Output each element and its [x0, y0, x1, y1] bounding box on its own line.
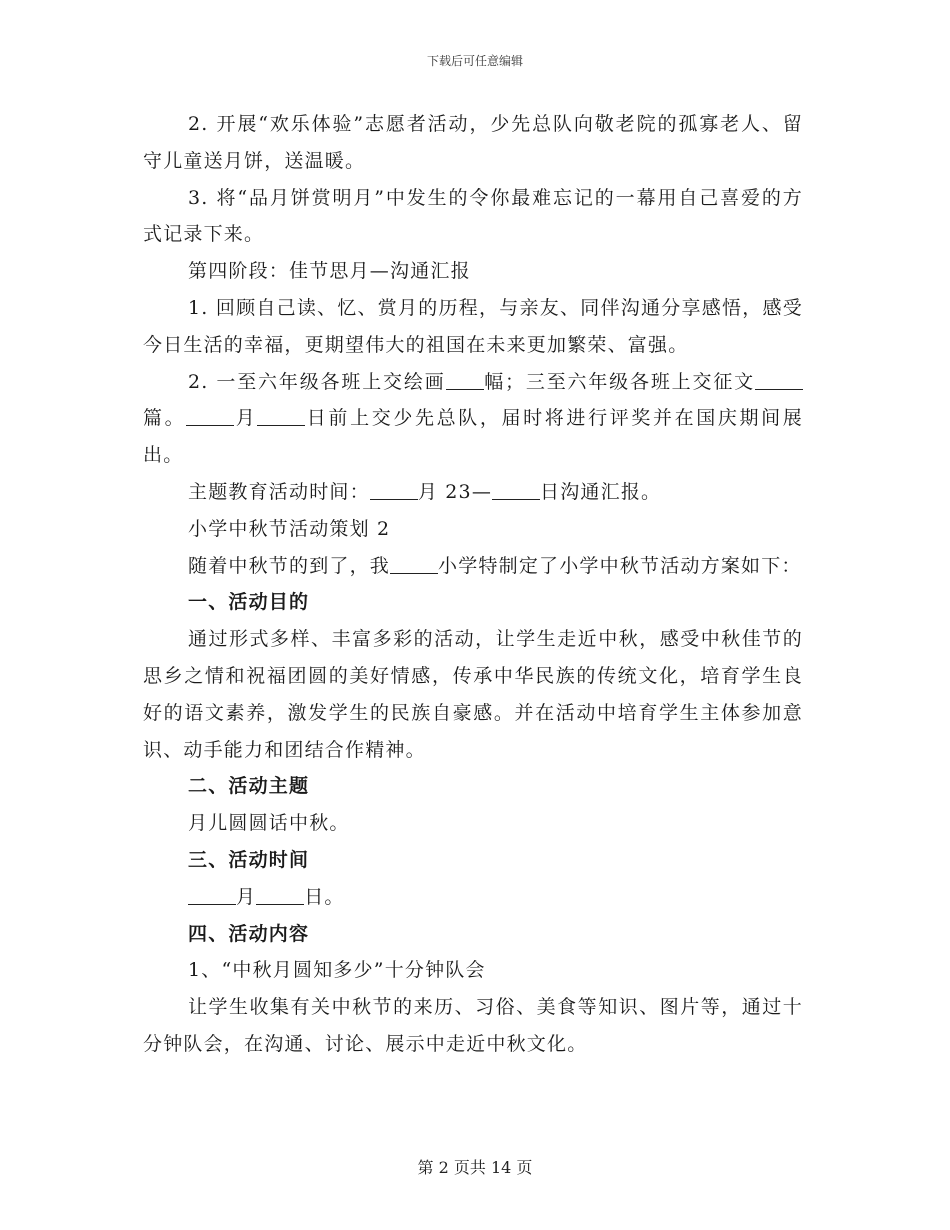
fill-blank	[446, 370, 484, 390]
fill-blank	[186, 406, 234, 426]
fill-blank	[492, 480, 540, 500]
text-run: 2. 一至六年级各班上交绘画	[188, 370, 446, 393]
paragraph: 通过形式多样、丰富多彩的活动，让学生走近中秋，感受中秋佳节的思乡之情和祝福团圆的美好情感，传承中华民族的传统文化，培育学生良好的语文素养，激发学生的民族自豪感。并在活动中培育学生主体参加意识、动手能力和团结合作精神。	[143, 628, 803, 761]
heading: 三、活动时间	[188, 848, 310, 871]
page-footer: 第 2 页共 14 页	[417, 1158, 533, 1177]
fill-blank	[370, 480, 418, 500]
paragraph	[143, 548, 803, 585]
heading: 二、活动主题	[188, 775, 310, 798]
fill-blank	[390, 554, 438, 574]
text-run: 篇。	[143, 407, 187, 430]
section-title: 小学中秋节活动策划 2	[188, 517, 391, 540]
paragraph: 2. 开展“欢乐体验”志愿者活动，少先总队向敬老院的孤寡老人、留守儿童送月饼，送温暖。	[143, 113, 803, 172]
paragraph: 1、“中秋月圆知多少”十分钟队会	[188, 959, 486, 982]
text-run: 幅；三至六年级各班上交征文	[483, 370, 756, 393]
text-run: 月	[234, 407, 258, 430]
page-header: 下载后可任意编辑	[426, 54, 523, 68]
fill-blank	[188, 885, 236, 905]
paragraph: 3. 将“品月饼赏明月”中发生的令你最难忘记的一幕用自己喜爱的方式记录下来。	[143, 186, 803, 246]
paragraph: 让学生收集有关中秋节的来历、习俗、美食等知识、图片等，通过十分钟队会，在沟通、讨论、展示中走近中秋文化。	[143, 996, 803, 1055]
paragraph: 1. 回顾自己读、忆、赏月的历程，与亲友、同伴沟通分享感悟，感受今日生活的幸福，更期望伟大的祖国在未来更加繁荣、富强。	[143, 296, 803, 356]
paragraph: 月儿圆圆话中秋。	[188, 812, 350, 835]
heading: 四、活动内容	[188, 922, 310, 945]
heading: 一、活动目的	[188, 591, 310, 614]
text-run: 小学特制定了小学中秋节活动方案如下：	[438, 554, 802, 577]
text-run: 主题教育活动时间：	[188, 480, 370, 503]
text-run: 日前上交少先总队，届时将进行评奖并在国庆期间展出。	[143, 407, 803, 467]
paragraph	[143, 364, 803, 474]
document-body	[143, 106, 803, 1063]
text-run: 日沟通汇报。	[540, 480, 662, 503]
fill-blank	[256, 885, 304, 905]
text-run: 月 23—	[417, 480, 493, 503]
text-run: 月	[236, 885, 257, 908]
paragraph	[143, 474, 803, 511]
fill-blank	[755, 370, 803, 390]
stage-heading: 第四阶段：佳节思月—沟通汇报	[188, 260, 471, 283]
text-run: 随着中秋节的到了，我	[188, 554, 391, 577]
paragraph	[143, 879, 803, 916]
fill-blank	[257, 406, 305, 426]
text-run: 日。	[304, 885, 345, 908]
